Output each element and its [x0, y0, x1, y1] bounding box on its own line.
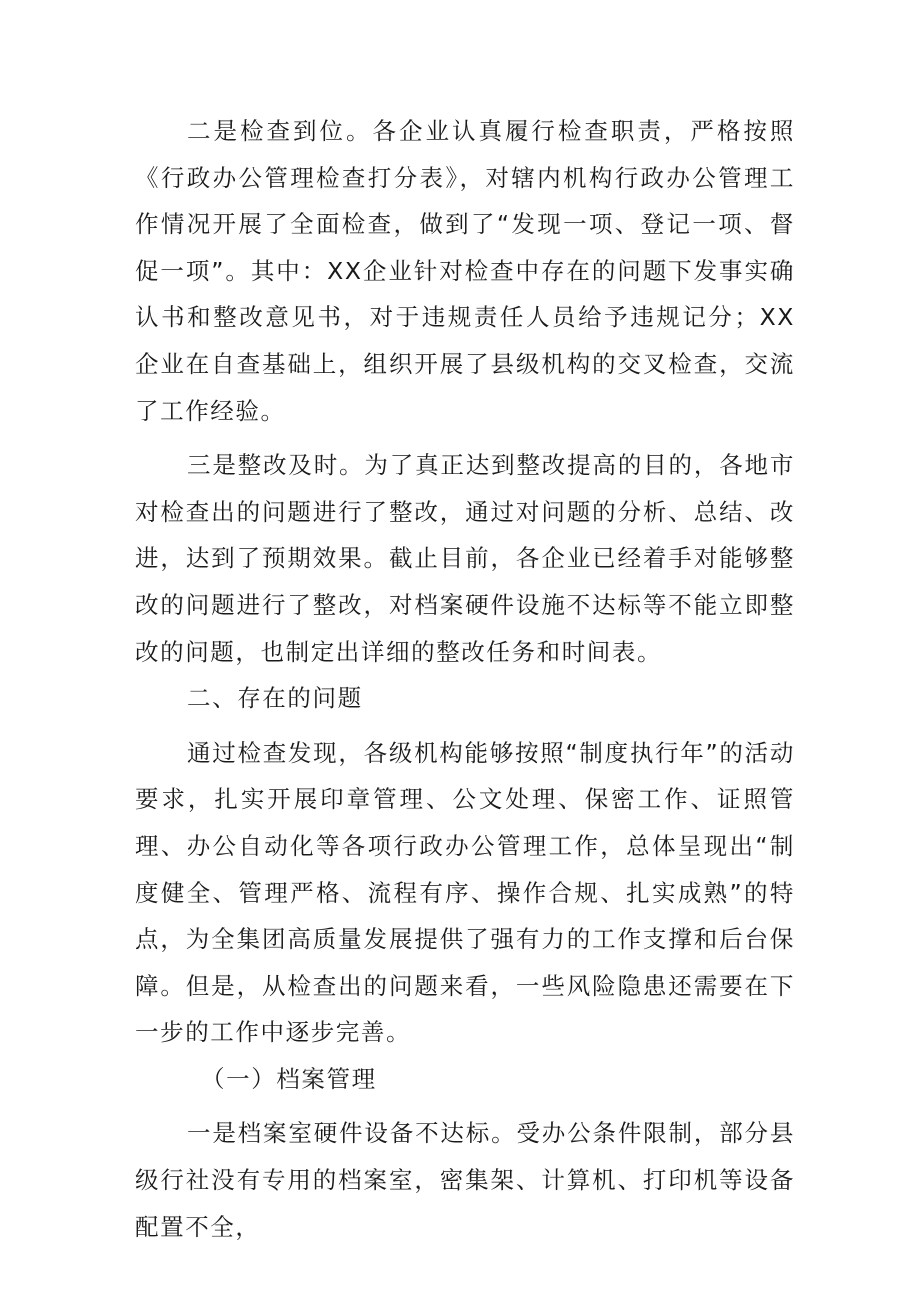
paragraph-inspection-findings: 通过检查发现，各级机构能够按照“制度执行年”的活动要求，扎实开展印章管理、公文处理、保密工作、证照管理、办公自动化等各项行政办公管理工作，总体呈现出“制度健全、管理严格、流程有序、操作合规、扎实成熟”的特点，为全集团高质量发展提供了强有力的工作支撑和后台保障。但是，从检查出的问题来看，一些风险隐患还需要在下一步的工作中逐步完善。 — [135, 738, 795, 1047]
paragraph-inspection-in-place: 二是检查到位。各企业认真履行检查职责，严格按照《行政办公管理检查打分表》，对辖内机构行政办公管理工作情况开展了全面检查，做到了“发现一项、登记一项、督促一项”。其中：XX企业针对检查中存在的问题下发事实确认书和整改意见书，对于违规责任人员给予违规记分；XX企业在自查基础上，组织开展了县级机构的交叉检查，交流了工作经验。 — [135, 117, 795, 425]
paragraph-timely-rectification: 三是整改及时。为了真正达到整改提高的目的，各地市对检查出的问题进行了整改，通过对问题的分析、总结、改进，达到了预期效果。截止目前，各企业已经着手对能够整改的问题进行了整改，对档案硬件设施不达标等不能立即整改的问题，也制定出详细的整改任务和时间表。 — [135, 451, 795, 666]
paragraph-archive-room-hardware: 一是档案室硬件设备不达标。受办公条件限制，部分县级行社没有专用的档案室，密集架、计算机、打印机等设备配置不全， — [135, 1119, 795, 1241]
section-heading-existing-problems: 二、存在的问题 — [187, 684, 363, 713]
subsection-heading-archive-management: （一）档案管理 — [201, 1064, 377, 1093]
document-body — [135, 108, 795, 1250]
